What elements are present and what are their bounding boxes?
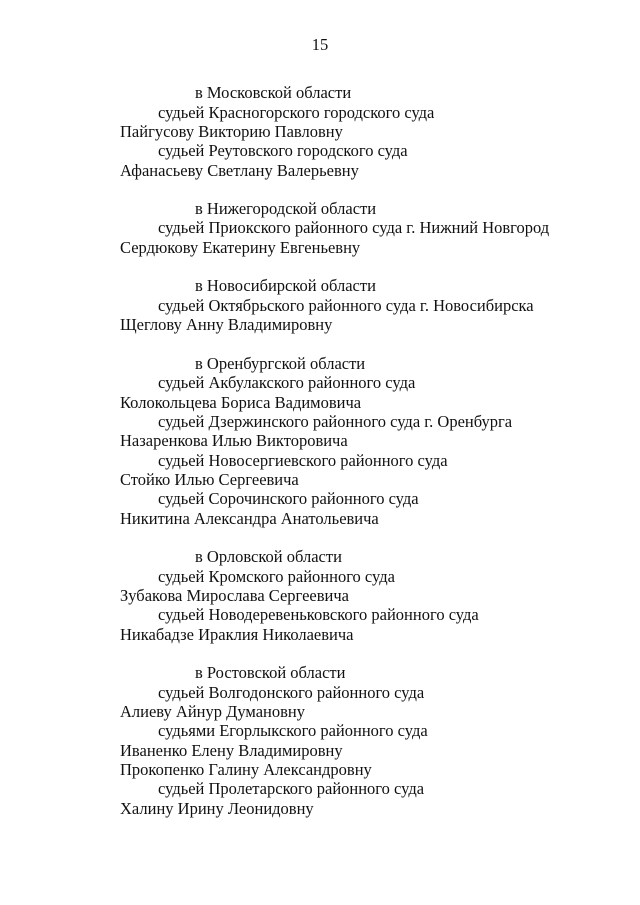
court-line: судьей Акбулакского районного суда [158, 373, 416, 392]
court-line: судьей Новосергиевского районного суда [158, 451, 448, 470]
region-heading: в Оренбургской области [195, 354, 366, 373]
judge-name: Зубакова Мирослава Сергеевича [120, 586, 350, 605]
region-heading: в Орловской области [195, 547, 342, 566]
court-line: судьей Приокского районного суда г. Нижний Новгород [158, 218, 550, 237]
judge-name: Иваненко Елену Владимировну [120, 741, 343, 760]
court-line: судьей Октябрьского районного суда г. Новосибирска [158, 296, 534, 315]
court-line: судьей Реутовского городского суда [158, 141, 408, 160]
judge-name: Халину Ирину Леонидовну [120, 799, 314, 818]
judge-name: Стойко Илью Сергеевича [120, 470, 299, 489]
court-line: судьей Дзержинского районного суда г. Оренбурга [158, 412, 513, 431]
court-line: судьей Сорочинского районного суда [158, 489, 419, 508]
region-heading: в Нижегородской области [195, 199, 377, 218]
region-heading: в Московской области [195, 83, 352, 102]
judge-name: Алиеву Айнур Думановну [120, 702, 305, 721]
court-line: судьей Волгодонского районного суда [158, 683, 425, 702]
page-number: 15 [311, 35, 329, 54]
court-line: судьей Пролетарского районного суда [158, 779, 425, 798]
court-line: судьями Егорлыкского районного суда [158, 721, 428, 740]
judge-name: Афанасьеву Светлану Валерьевну [120, 161, 359, 180]
judge-name: Никабадзе Ираклия Николаевича [120, 625, 354, 644]
judge-name: Прокопенко Галину Александровну [120, 760, 372, 779]
judge-name: Щеглову Анну Владимировну [120, 315, 333, 334]
court-line: судьей Новодеревеньковского районного суда [158, 605, 479, 624]
court-line: судьей Красногорского городского суда [158, 103, 435, 122]
court-line: судьей Кромского районного суда [158, 567, 395, 586]
judge-name: Пайгусову Викторию Павловну [120, 122, 343, 141]
region-heading: в Новосибирской области [195, 276, 376, 295]
region-heading: в Ростовской области [195, 663, 346, 682]
judge-name: Назаренкова Илью Викторовича [120, 431, 348, 450]
judge-name: Никитина Александра Анатольевича [120, 509, 379, 528]
judge-name: Сердюкову Екатерину Евгеньевну [120, 238, 361, 257]
judge-name: Колокольцева Бориса Вадимовича [120, 393, 362, 412]
